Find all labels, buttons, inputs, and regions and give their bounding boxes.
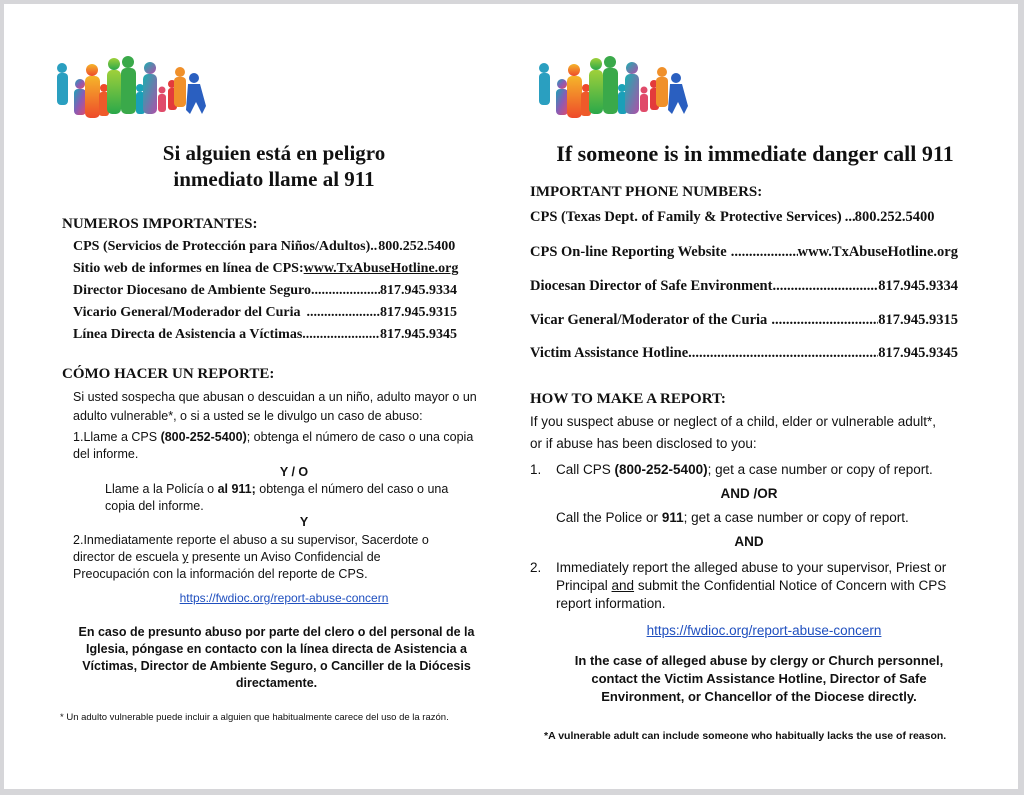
step-text: Call the Police or: [556, 510, 662, 525]
number-label: Vicar General/Moderator of the Curia: [530, 312, 768, 328]
spanish-footnote: * Un adulto vulnerable puede incluir a alguien que habitualmente carece del uso de la razón.: [60, 712, 449, 723]
english-number-row: [530, 345, 958, 362]
phone-number: 800.252.5400: [378, 239, 456, 254]
phone-number: 817.945.9345: [878, 345, 958, 361]
spanish-report-link[interactable]: https://fwdioc.org/report-abuse-concern: [179, 591, 389, 605]
english-and-or: AND /OR: [720, 486, 778, 501]
spanish-number-row: [73, 305, 457, 321]
number-label: Vicario General/Moderador del Curia: [73, 305, 301, 320]
english-number-row: [530, 209, 958, 226]
step-text: Llame a la Policía o: [105, 482, 218, 496]
english-report-link[interactable]: https://fwdioc.org/report-abuse-concern: [646, 623, 882, 638]
english-intro: [530, 411, 980, 455]
spanish-title-line-1: Si alguien está en peligro: [162, 141, 386, 165]
cps-phone: (800-252-5400): [160, 430, 247, 444]
phone-number: 817.945.9315: [380, 305, 457, 320]
step-text: obtenga el número del caso o una copia del informe.: [105, 482, 449, 513]
step-text-underlined: y: [182, 550, 189, 564]
english-footnote: *A vulnerable adult can include someone who habitually lacks the use of reason.: [544, 730, 947, 742]
dot-leader: [311, 283, 380, 299]
english-report-heading: HOW TO MAKE A REPORT:: [530, 391, 726, 407]
police-number: al 911;: [217, 482, 256, 496]
step-number: 2.: [73, 533, 84, 547]
english-numbers-heading: IMPORTANT PHONE NUMBERS:: [530, 184, 763, 200]
number-label: Diocesan Director of Safe Environment: [530, 278, 773, 294]
spanish-step-2: [73, 532, 458, 583]
spanish-police-step: [105, 481, 465, 515]
dot-leader: [842, 209, 855, 226]
number-label: Línea Directa de Asistencia a Víctimas: [73, 327, 303, 342]
phone-number: 817.945.9334: [380, 283, 457, 298]
spanish-number-row: [73, 283, 457, 299]
phone-number: 817.945.9315: [878, 312, 958, 328]
dot-leader: [300, 305, 380, 321]
step-number: 1.: [73, 430, 84, 444]
step-text: Inmediatamente reporte el abuso a su supervisor, Sacerdote o director de escuela: [73, 533, 429, 564]
dot-leader: [370, 239, 378, 255]
number-label: Victim Assistance Hotline: [530, 345, 689, 361]
number-label: CPS On-line Reporting Website: [530, 244, 727, 260]
dot-leader: [688, 345, 878, 362]
spanish-title-line-2: inmediato llame al 911: [173, 167, 375, 191]
step-text: ; get a case number or copy of report.: [707, 462, 933, 477]
spanish-number-row: [73, 327, 457, 343]
dot-leader: [302, 327, 380, 343]
spanish-numbers-heading: NUMEROS IMPORTANTES:: [62, 216, 258, 232]
spanish-intro: Si usted sospecha que abusan o descuidan a un niño, adulto mayor o un adulto vulnerable*, o si a usted se le divulgo un caso de abuso:: [73, 390, 477, 423]
step-text: ; obtenga el número de caso o una copia del informe.: [73, 430, 474, 461]
spanish-title: [84, 140, 464, 192]
spanish-number-row: [73, 239, 457, 255]
number-label: Sitio web de informes en línea de CPS:: [73, 261, 304, 276]
spanish-report-heading: CÓMO HACER UN REPORTE:: [62, 366, 275, 382]
english-report-link-wrap: [604, 623, 924, 638]
english-step-1: [530, 461, 980, 479]
english-and: AND: [734, 534, 764, 549]
intro-line: or if abuse has been disclosed to you:: [530, 436, 757, 451]
police-number: 911: [661, 510, 684, 525]
families-logo-icon: [534, 54, 694, 122]
phone-number: 817.945.9334: [878, 278, 958, 294]
phone-number: 800.252.5400: [854, 209, 935, 225]
step-text-underlined: and: [611, 578, 635, 593]
phone-number: 817.945.9345: [380, 327, 457, 342]
step-number: 1.: [530, 462, 542, 477]
step-text: submit the Confidential Notice of Concern with CPS report information.: [556, 578, 947, 611]
spanish-and: Y: [299, 515, 309, 529]
dot-leader: [767, 312, 878, 329]
number-label: CPS (Texas Dept. of Family & Protective Services): [530, 209, 842, 225]
english-police-step: [556, 510, 976, 525]
dot-leader: [727, 244, 798, 261]
english-step-2: [530, 559, 980, 613]
step-text: Call CPS: [556, 462, 615, 477]
spanish-number-row: [73, 261, 463, 277]
number-label: CPS (Servicios de Protección para Niños/Adultos): [73, 239, 371, 254]
step-number: 2.: [530, 560, 542, 575]
number-label: Director Diocesano de Ambiente Seguro: [73, 283, 311, 298]
document-page: [4, 4, 1018, 789]
spanish-step-1: [73, 429, 483, 463]
step-text: ; get a case number or copy of report.: [683, 510, 909, 525]
spanish-clergy-note: En caso de presunto abuso por parte del clero o del personal de la Iglesia, póngase en contacto con la línea directa de Asistencia a Víctimas, Director de Ambiente Seguro, o Canciller de la Diócesis directamente.: [78, 625, 475, 690]
english-number-row: [530, 244, 958, 261]
step-text: presente un Aviso Confidencial de Preocupación con la información del reporte de CPS.: [73, 550, 381, 581]
cps-phone: (800-252-5400): [614, 462, 708, 477]
english-number-row: [530, 278, 958, 295]
english-title: If someone is in immediate danger call 911: [556, 141, 954, 166]
dot-leader: [772, 278, 878, 295]
step-text: Immediately report the alleged abuse to your supervisor, Priest or Principal: [556, 560, 947, 593]
english-number-row: [530, 312, 958, 329]
spanish-and-or: Y / O: [279, 465, 309, 479]
spanish-report-link-wrap: [154, 591, 414, 605]
website-link[interactable]: www.TxAbuseHotline.org: [303, 261, 459, 276]
step-text: Llame a CPS: [83, 430, 161, 444]
english-clergy-note: In the case of alleged abuse by clergy or Church personnel, contact the Victim Assistance Hotline, Director of Safe Environment, or Chancellor of the Diocese directly.: [574, 653, 944, 704]
website-link[interactable]: www.TxAbuseHotline.org: [797, 244, 958, 260]
families-logo-icon: [52, 54, 212, 122]
intro-line: If you suspect abuse or neglect of a child, elder or vulnerable adult*,: [530, 414, 936, 429]
